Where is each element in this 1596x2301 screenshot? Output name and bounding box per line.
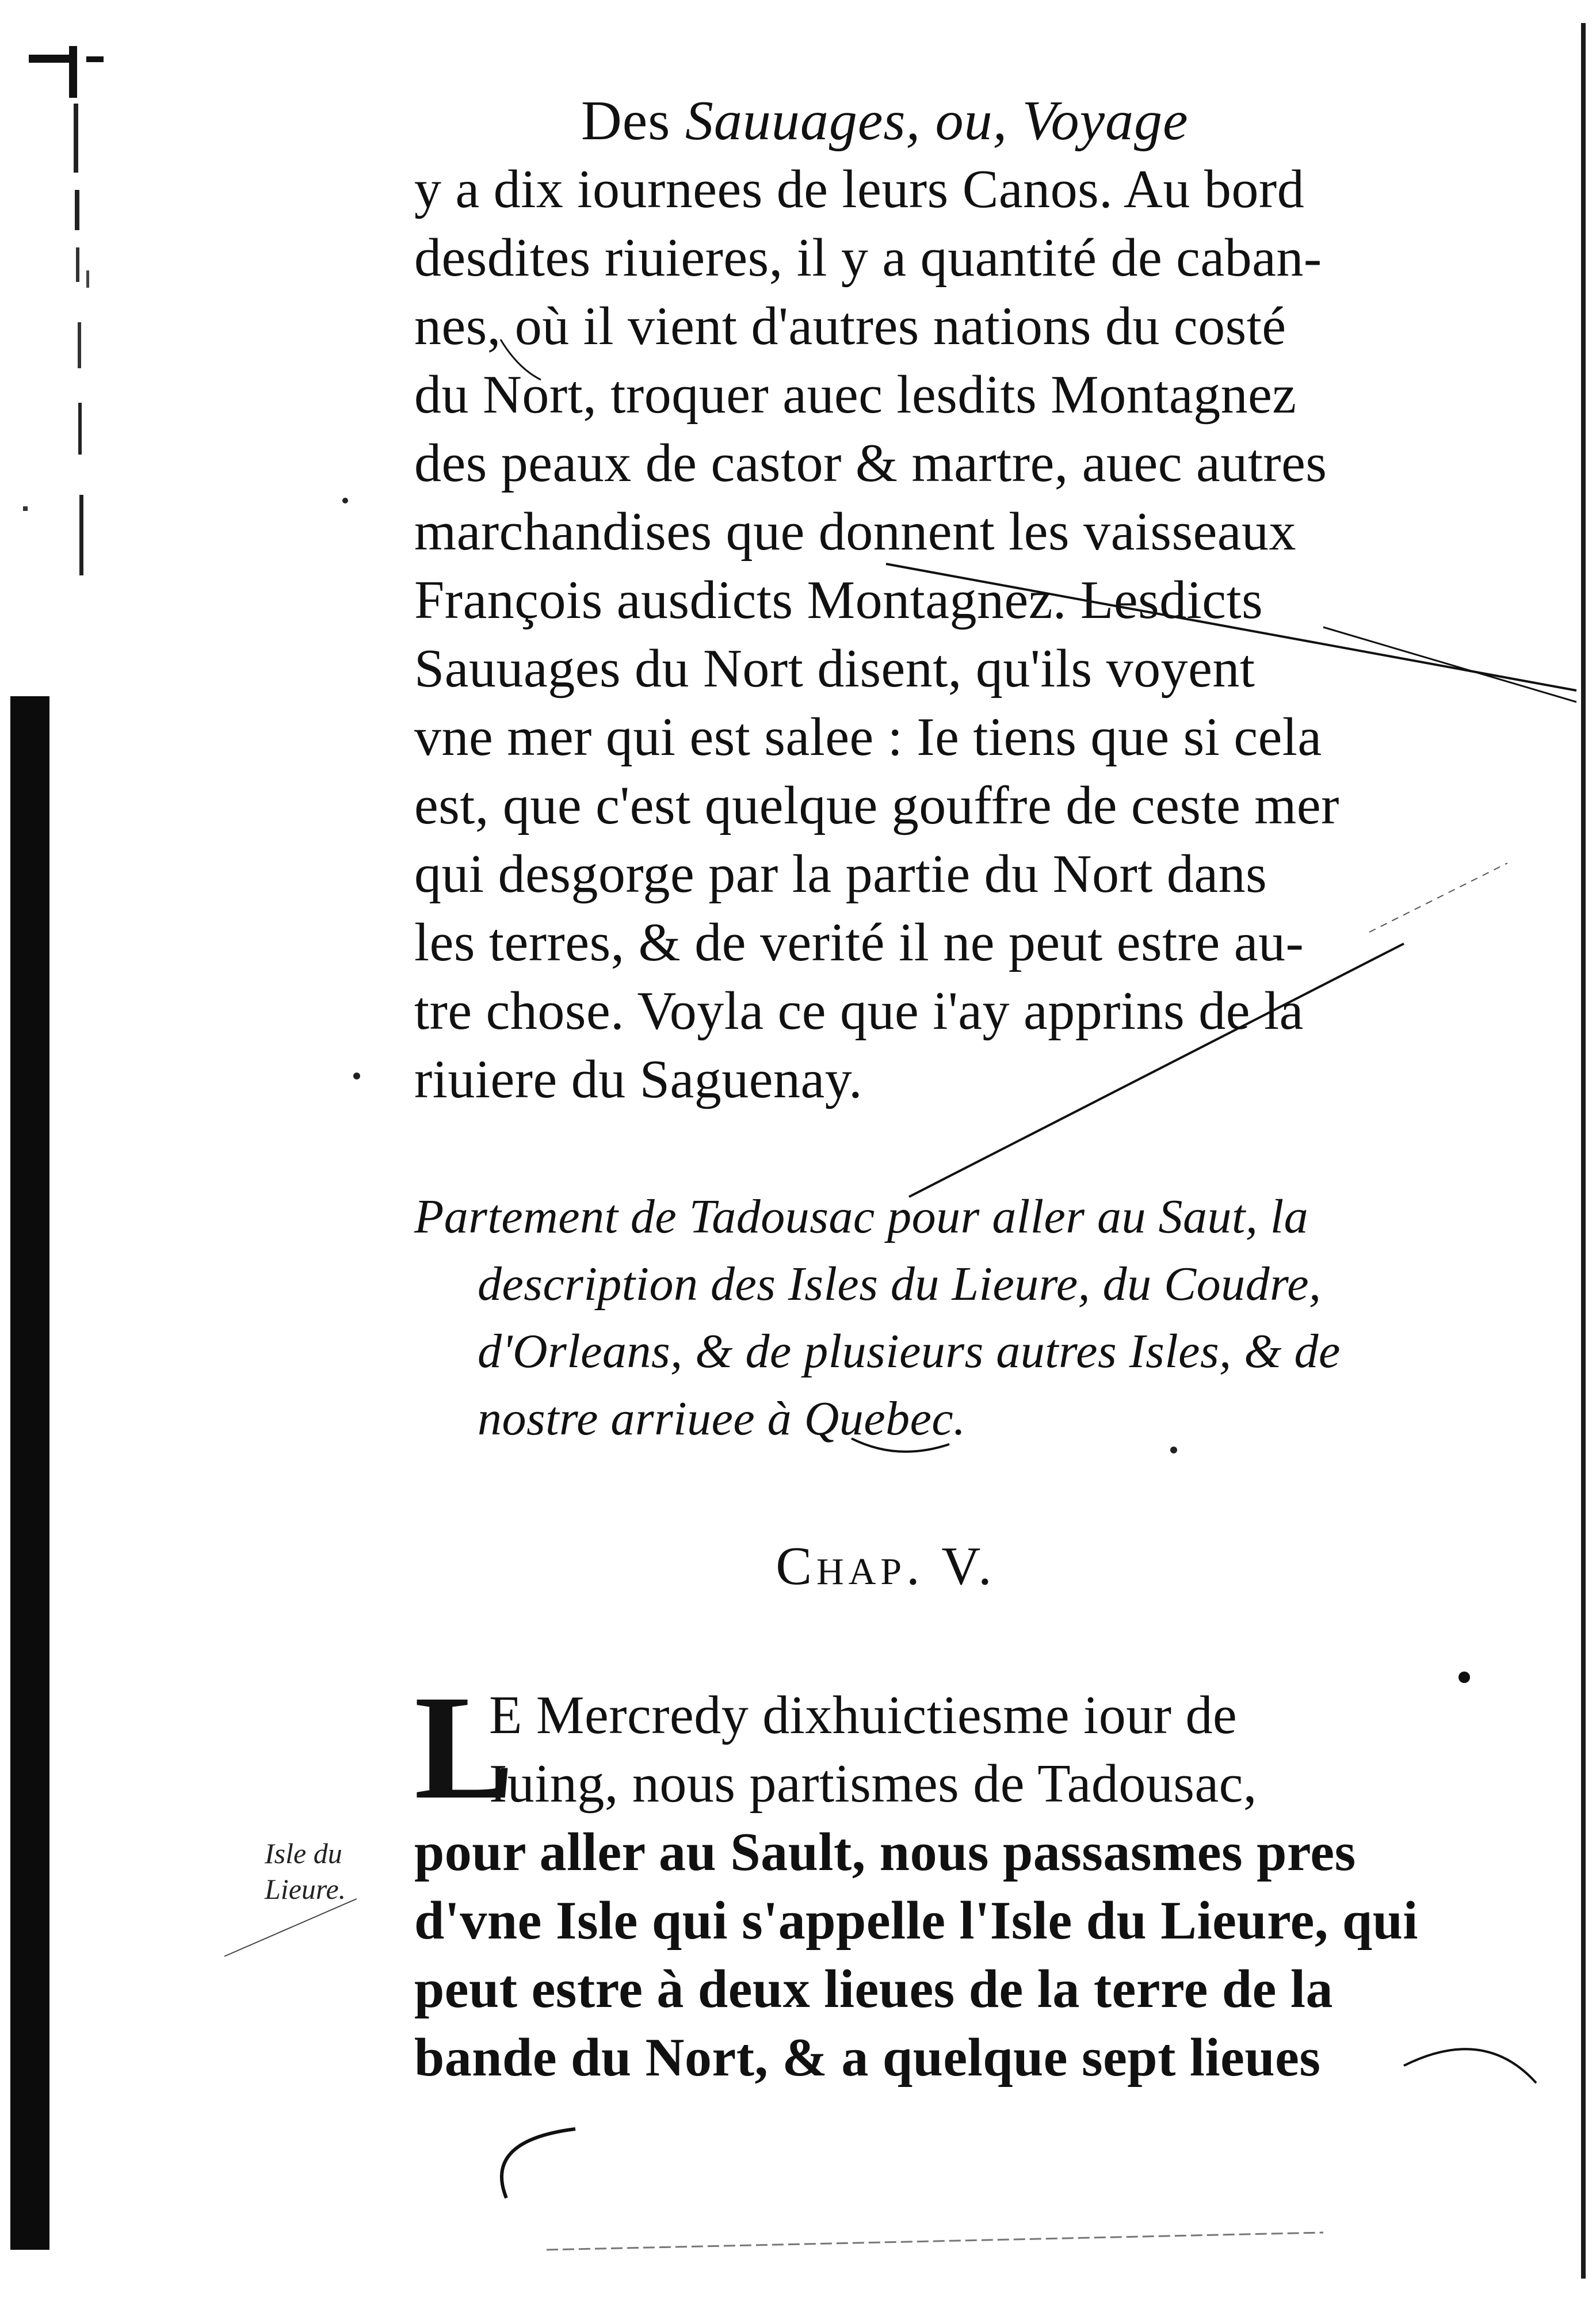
summary-line: description des Isles du Lieure, du Coudre, (478, 1257, 1322, 1311)
text-line: pour aller au Sault, nous passasmes pres (414, 1822, 1356, 1882)
text-line: y a dix iournees de leurs Canos. Au bord (414, 159, 1305, 219)
paragraph-1 (414, 155, 1427, 1114)
margin-note-line: Isle du (265, 1837, 342, 1869)
text-line: bande du Nort, & a quelque sept lieues (414, 2028, 1321, 2088)
page-content (414, 86, 1427, 2092)
text-line: est, que c'est quelque gouffre de ceste mer (414, 776, 1339, 835)
paragraph-2 (414, 1665, 1427, 2092)
scan-speckles (0, 0, 150, 633)
text-line: Sauuages du Nort disent, qu'ils voyent (414, 639, 1255, 699)
text-line: E Mercredy dixhuictiesme iour de (489, 1685, 1238, 1745)
running-head (581, 86, 1427, 155)
text-line: tre chose. Voyla ce que i'ay apprins de la (414, 981, 1304, 1041)
running-head-prefix: Des (581, 90, 685, 152)
text-line: marchandises que donnent les vaisseaux (414, 502, 1297, 562)
text-line: desdites riuieres, il y a quantité de caban- (414, 228, 1322, 288)
summary-line: Partement de Tadousac pour aller au Saut, la (414, 1190, 1309, 1243)
chapter-heading: Chap. V. (776, 1536, 996, 1596)
summary-line: nostre arriuee à Quebec. (478, 1392, 966, 1445)
text-line: du Nort, troquer auec lesdits Montagnez (414, 365, 1297, 425)
text-line: François ausdicts Montagnez. Lesdicts (414, 570, 1263, 630)
text-line: qui desgorge par la partie du Nort dans (414, 844, 1267, 904)
text-line: des peaux de castor & martre, auec autres (414, 433, 1327, 493)
text-line: les terres, & de verité il ne peut estre au- (414, 913, 1304, 972)
text-line: nes, où il vient d'autres nations du costé (414, 296, 1286, 356)
text-line: riuiere du Saguenay. (414, 1050, 863, 1109)
running-head-voyage: Voyage (1022, 90, 1189, 152)
text-line: vne mer qui est salee : Ie tiens que si cela (414, 707, 1322, 767)
drop-cap: L (414, 1665, 514, 1830)
text-line: d'vne Isle qui s'appelle l'Isle du Lieure, qui (414, 1891, 1419, 1951)
margin-note-line: Lieure. (265, 1873, 346, 1905)
scan-binding-shadow (10, 696, 49, 2250)
summary-line: d'Orleans, & de plusieurs autres Isles, & de (478, 1325, 1341, 1378)
running-head-sauuages: Sauuages (685, 90, 906, 152)
chapter-summary (414, 1183, 1427, 1452)
text-line: peut estre à deux lieues de la terre de la (414, 1959, 1333, 2019)
text-line: Iuing, nous partismes de Tadousac, (489, 1754, 1257, 1814)
scan-right-edge-rule (1581, 23, 1586, 2279)
margin-note (265, 1836, 346, 1907)
running-head-ou: , ou, (906, 90, 1022, 152)
